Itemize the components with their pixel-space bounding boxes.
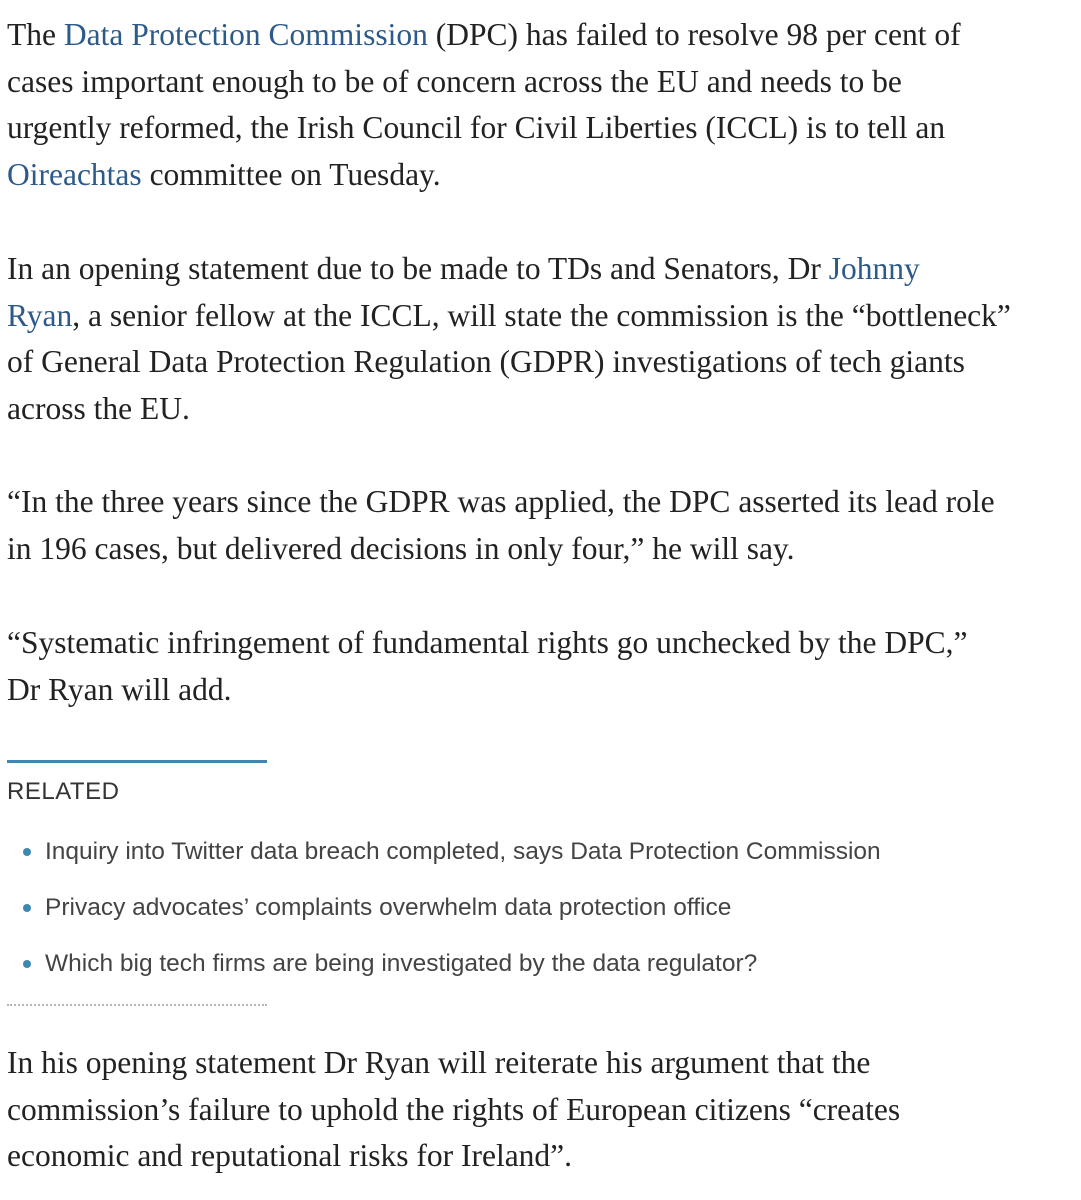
related-top-rule	[7, 760, 267, 763]
related-link-big-tech-investigated[interactable]	[7, 936, 1007, 992]
related-box	[7, 760, 1007, 1006]
related-link-label[interactable]: Which big tech firms are being investigated by the data regulator?	[45, 950, 758, 977]
paragraph-line: urgently reformed, the Irish Council for Civil Liberties (ICCL) is to tell an	[7, 110, 946, 146]
text: In an opening statement due to be made to TDs and Senators, Dr	[7, 251, 829, 286]
paragraph-line: across the EU.	[7, 390, 190, 426]
related-link-privacy-advocates[interactable]	[7, 880, 1007, 936]
related-bottom-divider	[7, 1004, 267, 1006]
link-johnny-ryan[interactable]: Johnny	[828, 251, 920, 286]
paragraph-4	[7, 620, 968, 713]
link-johnny-ryan-continued[interactable]: Ryan	[7, 297, 73, 333]
paragraph-line: commission’s failure to uphold the rights of European citizens “creates	[7, 1091, 901, 1127]
link-data-protection-commission[interactable]: Data Protection Commission	[63, 17, 428, 52]
paragraph-line: of General Data Protection Regulation (GDPR) investigations of tech giants	[7, 344, 965, 380]
paragraph-line	[7, 152, 961, 199]
text: (DPC) has failed to resolve 98 per cent of	[427, 17, 961, 52]
paragraph-line: Dr Ryan will add.	[7, 671, 232, 707]
paragraph-2	[7, 246, 1011, 432]
paragraph-1	[7, 12, 961, 198]
related-link-label[interactable]: Privacy advocates’ complaints overwhelm data protection office	[45, 894, 732, 921]
bullet-icon	[23, 848, 31, 856]
paragraph-line: cases important enough to be of concern across the EU and needs to be	[7, 63, 902, 99]
bullet-icon	[23, 960, 31, 968]
paragraph-line	[7, 246, 1011, 293]
paragraph-line: in 196 cases, but delivered decisions in only four,” he will say.	[7, 530, 795, 566]
paragraph-line: “In the three years since the GDPR was applied, the DPC asserted its lead role	[7, 484, 995, 519]
link-oireachtas[interactable]: Oireachtas	[7, 156, 142, 192]
paragraph-line	[7, 293, 1011, 340]
paragraph-line: In his opening statement Dr Ryan will reiterate his argument that the	[7, 1045, 871, 1080]
related-list	[7, 824, 1007, 992]
paragraph-3	[7, 479, 995, 572]
text: The	[7, 17, 64, 52]
text: , a senior fellow at the ICCL, will state the commission is the “bottleneck”	[72, 297, 1011, 333]
paragraph-line: economic and reputational risks for Ireland”.	[7, 1138, 573, 1174]
paragraph-line: “Systematic infringement of fundamental rights go unchecked by the DPC,”	[7, 625, 968, 660]
paragraph-5	[7, 1040, 900, 1180]
related-link-twitter-inquiry[interactable]	[7, 824, 1007, 880]
bullet-icon	[23, 904, 31, 912]
related-heading: RELATED	[7, 778, 120, 805]
text: committee on Tuesday.	[141, 156, 441, 192]
paragraph-line	[7, 12, 961, 59]
related-link-label[interactable]: Inquiry into Twitter data breach completed, says Data Protection Commission	[45, 838, 881, 865]
